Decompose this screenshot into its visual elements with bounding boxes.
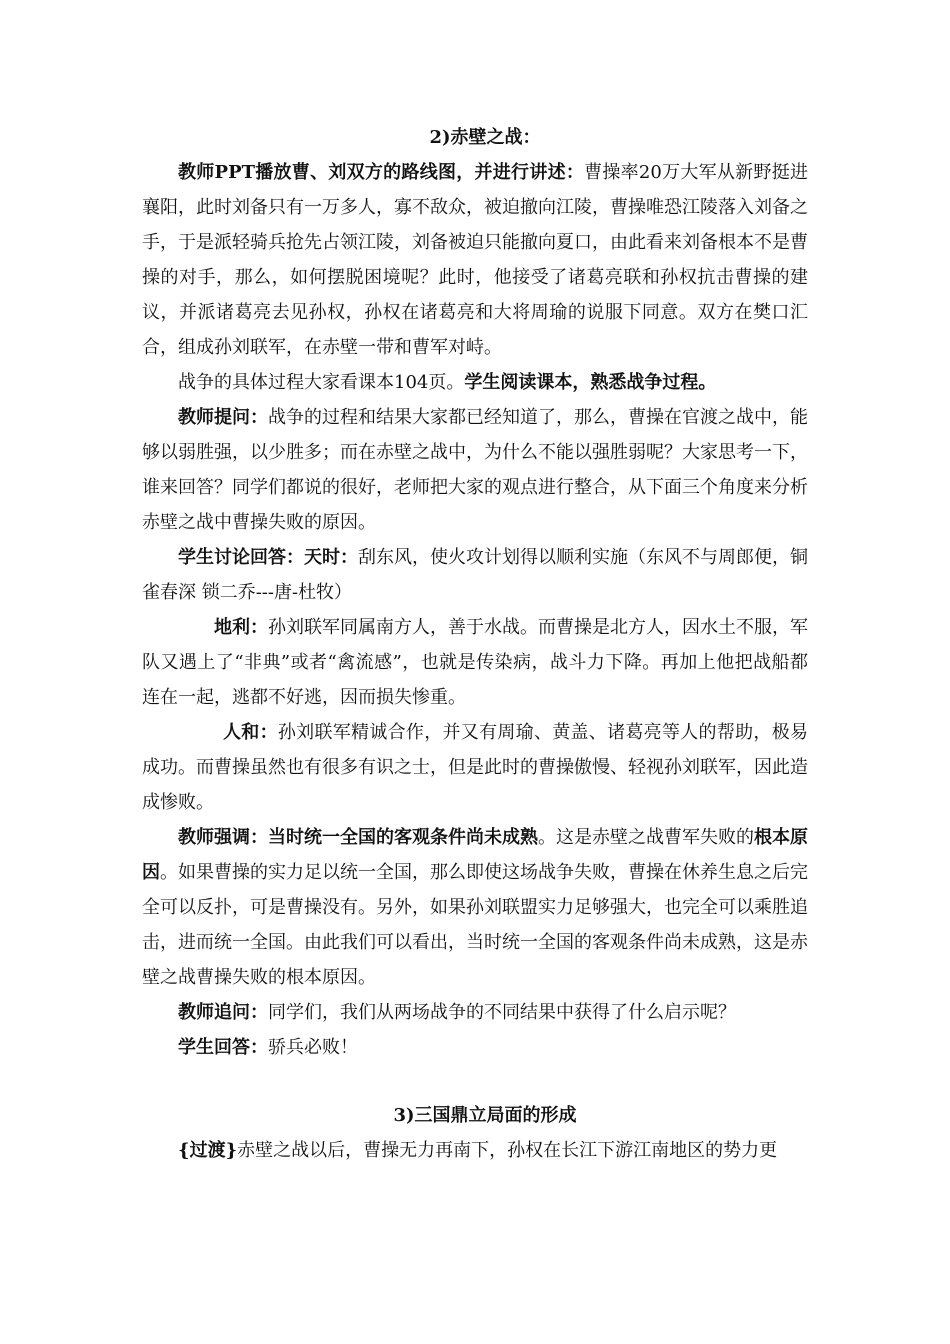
bold-text: 根本原因 — [142, 827, 808, 883]
paragraph-terrain — [142, 610, 808, 715]
paragraph-text: 。如果曹操的实力足以统一全国，那么即使这场战争失败，曹操在休养生息之后完全可以反扑，可是曹操没有。另外，如果孙刘联盟实力足够强大，也完全可以乘胜追击，进而统一全国。由此我们可以看出，当时统一全国的客观条件尚未成熟，这是赤壁之战曹操失败的根本原因。 — [142, 862, 808, 988]
paragraph-text: 孙刘联军同属南方人，善于水战。而曹操是北方人，因水土不服，军队又遇上了“非典”或者“禽流感”，也就是传染病，战斗力下降。再加上他把战船都连在一起，逃都不好逃，因而损失惨重。 — [142, 617, 808, 708]
paragraph-text: 孙刘联军精诚合作，并又有周瑜、黄盖、诸葛亮等人的帮助，极易成功。而曹操虽然也有很多有识之士，但是此时的曹操傲慢、轻视孙刘联军，因此造成惨败。 — [142, 722, 809, 813]
lead-label: 教师强调：当时统一全国的客观条件尚未成熟 — [178, 827, 538, 848]
lead-label: 地利： — [214, 617, 268, 638]
paragraph-text: 刮东风，使火攻计划得以顺利实施（东风不与周郎便，铜雀春深 锁二乔---唐-杜牧） — [142, 547, 808, 603]
section-heading-three-kingdoms: 3)三国鼎立局面的形成 — [393, 1105, 577, 1126]
paragraph-timing — [142, 540, 808, 610]
paragraph-text: 赤壁之战以后，曹操无力再南下，孙权在长江下游江南地区的势力更 — [237, 1140, 778, 1161]
lead-label: 教师PPT播放曹、刘双方的路线图，并进行讲述： — [178, 162, 585, 183]
paragraph-text: 骄兵必败！ — [268, 1037, 358, 1058]
paragraph-teacher-emphasis — [142, 820, 808, 995]
paragraph-student-answer — [142, 1030, 808, 1065]
section-heading-chibi: 2)赤壁之战： — [429, 127, 541, 148]
bold-text: 学生阅读课本，熟悉战争过程。 — [464, 372, 717, 393]
paragraph-text: 战争的过程和结果大家都已经知道了，那么，曹操在官渡之战中，能够以弱胜强，以少胜多；而在赤壁之战中，为什么不能以强胜弱呢？大家思考一下，谁来回答？同学们都说的很好，老师把大家的观点进行整合，从下面三个角度来分析赤壁之战中曹操失败的原因。 — [142, 407, 808, 533]
paragraph-text: 同学们，我们从两场战争的不同结果中获得了什么启示呢？ — [268, 1002, 736, 1023]
lead-label: 教师追问： — [178, 1002, 268, 1023]
paragraph-transition — [142, 1133, 808, 1168]
lead-label: 学生讨论回答：天时： — [178, 547, 358, 568]
paragraph-text: 曹操率20万大军从新野挺进襄阳，此时刘备只有一万多人，寡不敌众，被迫撤向江陵，曹操唯恐江陵落入刘备之手，于是派轻骑兵抢先占领江陵，刘备被迫只能撤向夏口，由此看来刘备根本不是曹操的对手，那么，如何摆脱困境呢？此时，他接受了诸葛亮联和孙权抗击曹操的建议，并派诸葛亮去见孙权，孙权在诸葛亮和大将周瑜的说服下同意。双方在樊口汇合，组成孙刘联军，在赤壁一带和曹军对峙。 — [142, 162, 808, 358]
lead-label: {过渡} — [178, 1140, 238, 1161]
paragraph-text: 。这是赤壁之战曹军失败的 — [538, 827, 754, 848]
paragraph-harmony — [142, 715, 808, 820]
paragraph-teacher-followup — [142, 995, 808, 1030]
lead-label: 教师提问： — [178, 407, 268, 428]
lead-label: 人和： — [223, 722, 278, 743]
document-page — [142, 120, 808, 1168]
lead-label: 学生回答： — [178, 1037, 268, 1058]
paragraph-text: 战争的具体过程大家看课本104页。 — [178, 372, 465, 393]
paragraph-teacher-lecture — [142, 155, 808, 365]
paragraph-teacher-question — [142, 400, 808, 540]
paragraph-textbook-reading — [142, 365, 808, 400]
